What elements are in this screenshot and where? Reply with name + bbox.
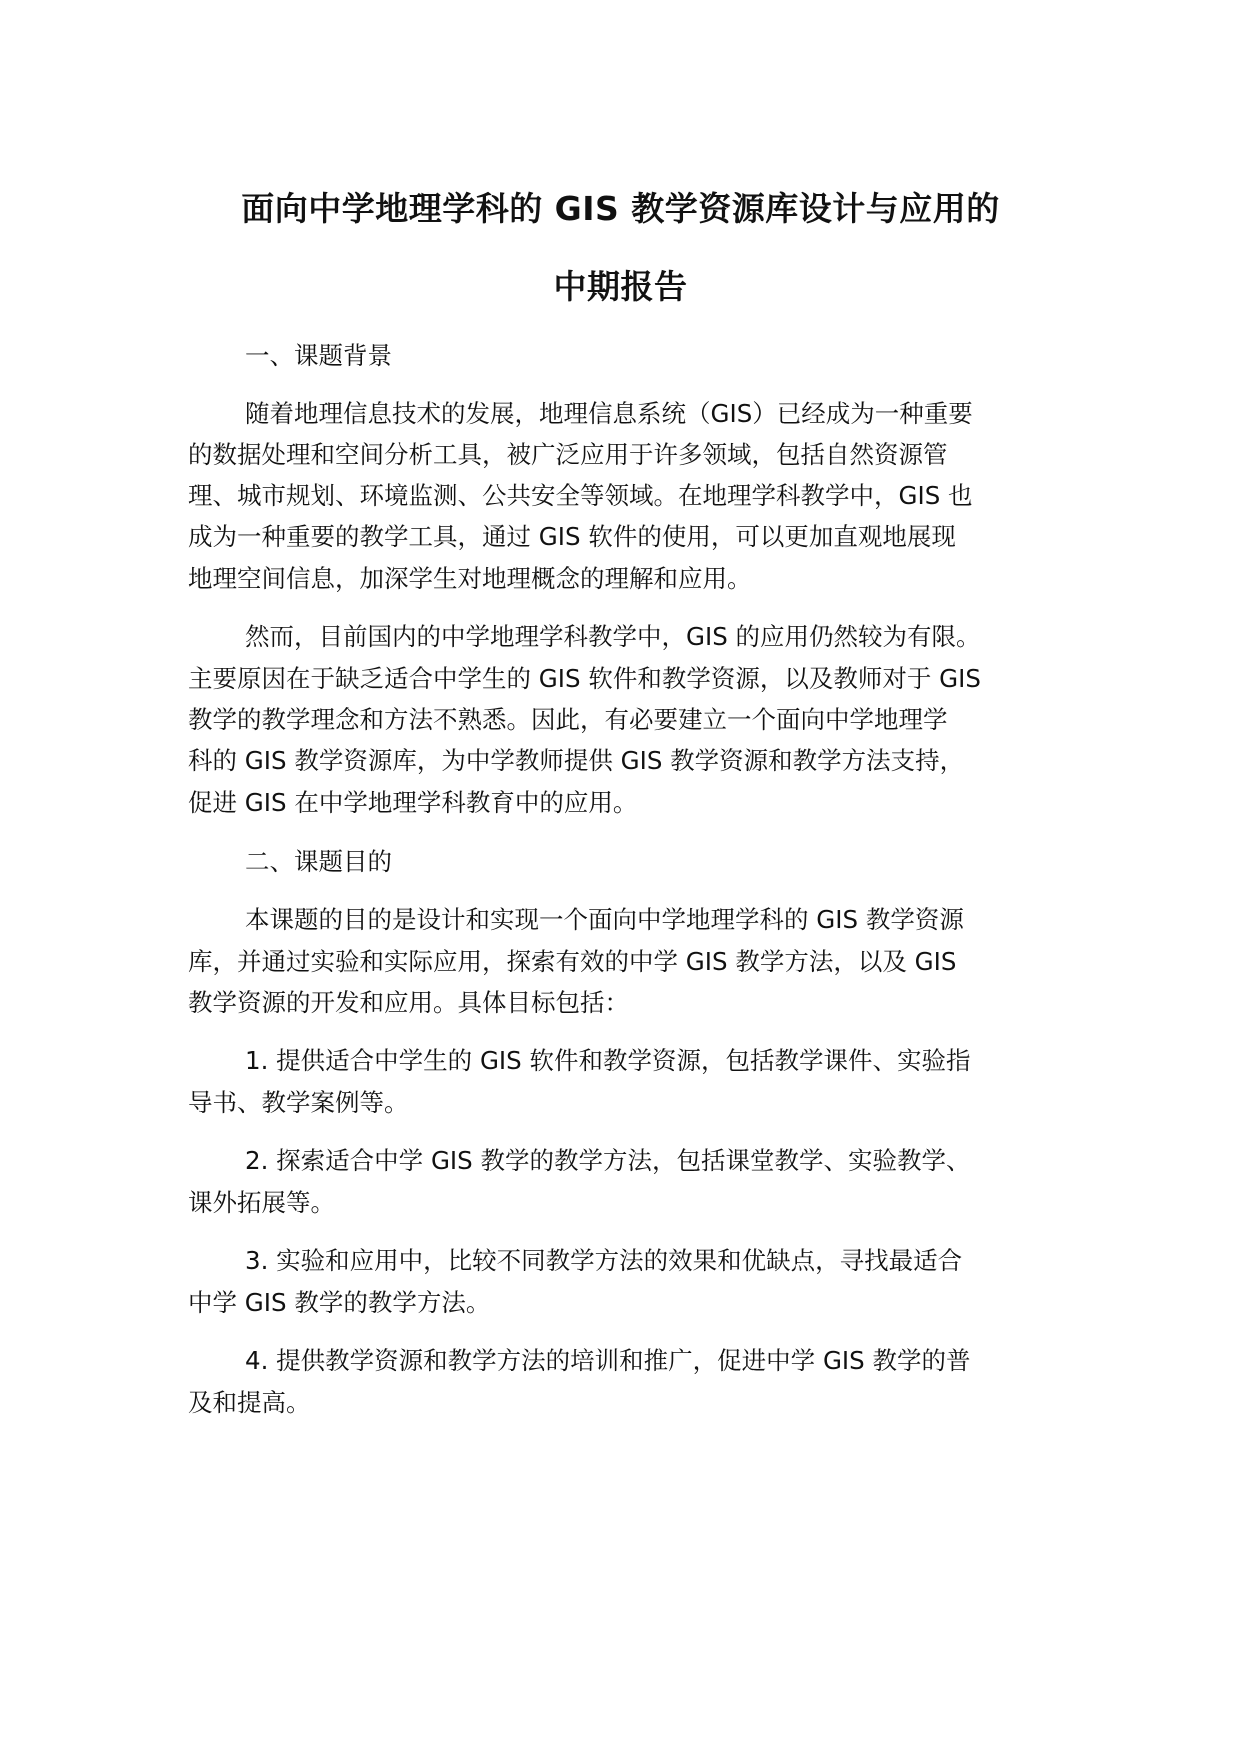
document-title-line-1: 面向中学地理学科的 GIS 教学资源库设计与应用的 xyxy=(241,189,1000,228)
section-heading-background: 一、课题背景 xyxy=(245,341,392,370)
list-item-4-cont: 及和提高。 xyxy=(188,1388,311,1417)
list-item-1: 1. 提供适合中学生的 GIS 软件和教学资源，包括教学课件、实验指 xyxy=(245,1046,971,1075)
list-item-4: 4. 提供教学资源和教学方法的培训和推广，促进中学 GIS 教学的普 xyxy=(245,1346,971,1375)
list-item-1-cont: 导书、教学案例等。 xyxy=(188,1088,409,1117)
paragraph-line: 然而，目前国内的中学地理学科教学中，GIS 的应用仍然较为有限。 xyxy=(245,622,981,651)
list-item-3: 3. 实验和应用中，比较不同教学方法的效果和优缺点，寻找最适合 xyxy=(245,1246,963,1275)
document-title-line-2: 中期报告 xyxy=(553,267,688,306)
list-item-3-cont: 中学 GIS 教学的教学方法。 xyxy=(188,1288,491,1317)
paragraph-line: 主要原因在于缺乏适合中学生的 GIS 软件和教学资源，以及教师对于 GIS xyxy=(188,664,981,693)
paragraph-line: 促进 GIS 在中学地理学科教育中的应用。 xyxy=(188,788,638,817)
paragraph-line: 随着地理信息技术的发展，地理信息系统（GIS）已经成为一种重要 xyxy=(245,399,973,428)
paragraph-line: 理、城市规划、环境监测、公共安全等领域。在地理学科教学中，GIS 也 xyxy=(188,481,973,510)
paragraph-line: 教学资源的开发和应用。具体目标包括： xyxy=(188,988,629,1017)
paragraph-line: 本课题的目的是设计和实现一个面向中学地理学科的 GIS 教学资源 xyxy=(245,905,964,934)
paragraph-line: 科的 GIS 教学资源库，为中学教师提供 GIS 教学资源和教学方法支持， xyxy=(188,746,965,775)
paragraph-line: 的数据处理和空间分析工具，被广泛应用于许多领域，包括自然资源管 xyxy=(188,440,948,469)
paragraph-line: 教学的教学理念和方法不熟悉。因此，有必要建立一个面向中学地理学 xyxy=(188,705,948,734)
paragraph-line: 成为一种重要的教学工具，通过 GIS 软件的使用，可以更加直观地展现 xyxy=(188,522,956,551)
list-item-2: 2. 探索适合中学 GIS 教学的教学方法，包括课堂教学、实验教学、 xyxy=(245,1146,971,1175)
list-item-2-cont: 课外拓展等。 xyxy=(188,1188,335,1217)
section-heading-purpose: 二、课题目的 xyxy=(245,847,392,876)
paragraph-line: 地理空间信息，加深学生对地理概念的理解和应用。 xyxy=(188,564,752,593)
paragraph-line: 库，并通过实验和实际应用，探索有效的中学 GIS 教学方法，以及 GIS xyxy=(188,947,957,976)
